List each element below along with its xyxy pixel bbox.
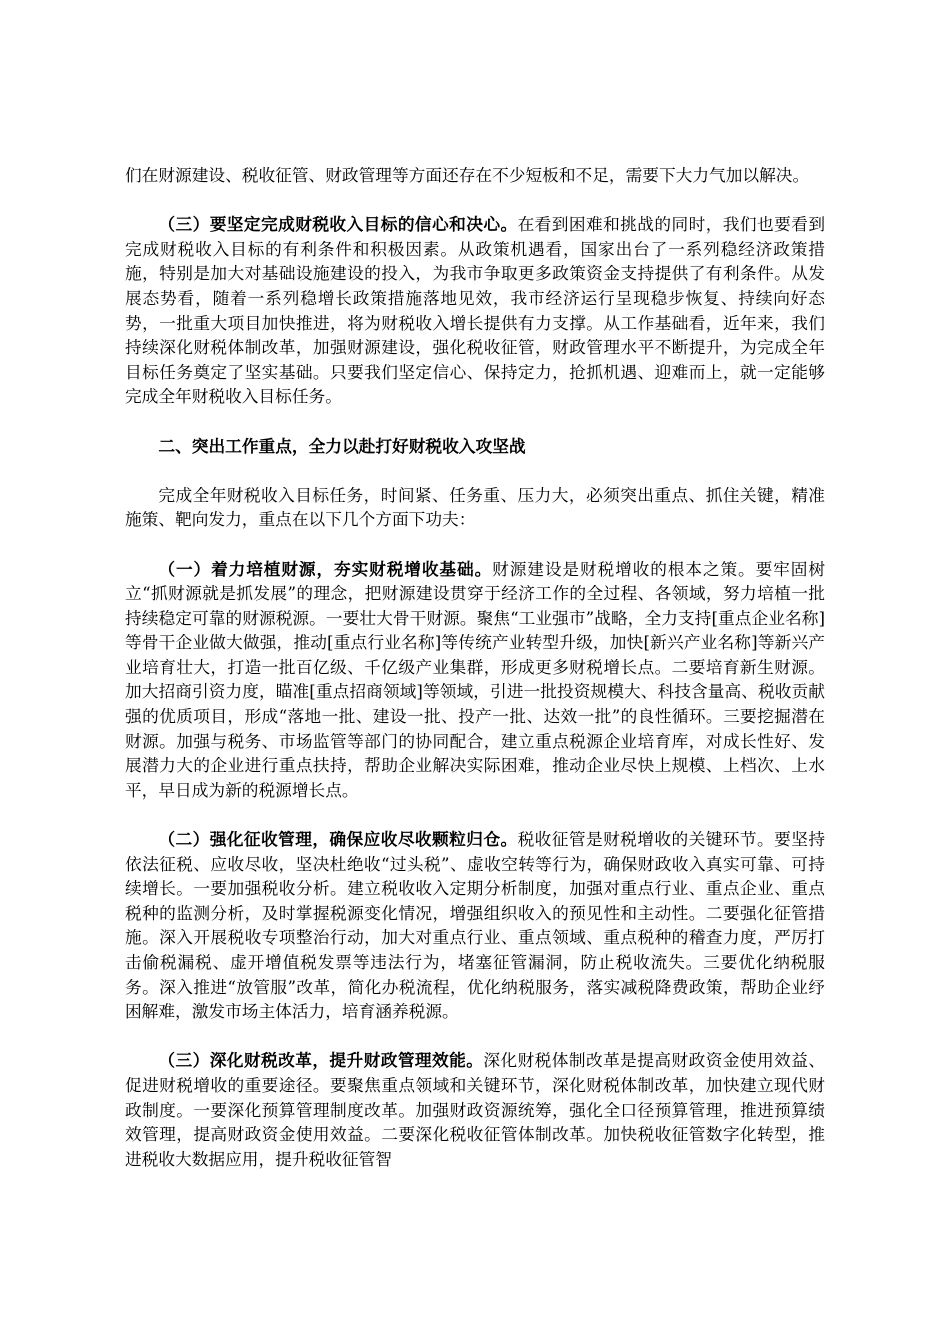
paragraph-lead: （一）着力培植财源，夯实财税增收基础。 — [158, 558, 493, 579]
paragraph-confidence — [125, 212, 825, 409]
section-heading-2 — [125, 434, 825, 459]
paragraph-intro — [125, 483, 825, 532]
paragraph-lead: （三）要坚定完成财税收入目标的信心和决心。 — [158, 214, 518, 235]
paragraph-tax-collection — [125, 827, 825, 1024]
paragraph-fiscal-reform — [125, 1048, 825, 1171]
paragraph-text: 深化财税体制改革是提高财政资金使用效益、促进财税增收的重要途径。要聚焦重点领域和关键环节，深化财税体制改革，加快建立现代财政制度。一要深化预算管理制度改革。加强财政资源统筹，强化全口径预算管理，推进预算绩效管理，提高财政资金使用效益。二要深化税收征管体制改革。加快税收征管数字化转型，推进税收大数据应用，提升税收征管智 — [125, 1050, 826, 1169]
paragraph-text: 完成全年财税收入目标任务，时间紧、任务重、压力大，必须突出重点、抓住关键，精准施策、靶向发力，重点在以下几个方面下功夫： — [125, 484, 825, 530]
paragraph-text: 在看到困难和挑战的同时，我们也要看到完成财税收入目标的有利条件和积极因素。从政策机遇看，国家出台了一系列稳经济政策措施，特别是加大对基础设施建设的投入，为我市争取更多政策资金支持提供了有利条件。从发展态势看，随着一系列稳增长政策措施落地见效，我市经济运行呈现稳步恢复、持续向好态势，一批重大项目加快推进，将为财税收入增长提供有力支撑。从工作基础看，近年来，我们持续深化财税体制改革，加强财源建设，强化税收征管，财政管理水平不断提升，为完成全年目标任务奠定了坚实基础。只要我们坚定信心、保持定力，抢抓机遇、迎难而上，就一定能够完成全年财税收入目标任务。 — [125, 214, 826, 407]
paragraph-lead: （二）强化征收管理，确保应收尽收颗粒归仓。 — [158, 829, 518, 850]
paragraph-revenue-sources — [125, 557, 825, 803]
paragraph-text: 税收征管是财税增收的关键环节。要坚持依法征税、应收尽收，坚决杜绝收“过头税”、虚收空转等行为，确保财政收入真实可靠、可持续增长。一要加强税收分析。建立税收收入定期分析制度，加强对重点行业、重点企业、重点税种的监测分析，及时掌握税源变化情况，增强组织收入的预见性和主动性。二要强化征管措施。深入开展税收专项整治行动，加大对重点行业、重点领域、重点税种的稽查力度，严厉打击偷税漏税、虚开增值税发票等违法行为，堵塞征管漏洞，防止税收流失。三要优化纳税服务。深入推进“放管服”改革，简化办税流程，优化纳税服务，落实减税降费政策，帮助企业纾困解难，激发市场主体活力，培育涵养税源。 — [125, 829, 826, 1022]
document-page — [125, 163, 825, 1196]
paragraph-lead: （三）深化财税改革，提升财政管理效能。 — [158, 1050, 484, 1071]
paragraph-continuation — [125, 163, 825, 188]
paragraph-text: 们在财源建设、税收征管、财政管理等方面还存在不少短板和不足，需要下大力气加以解决。 — [125, 165, 810, 185]
paragraph-text: 财源建设是财税增收的根本之策。要牢固树立“抓财源就是抓发展”的理念，把财源建设贯穿于经济工作的全过程、各领域，努力培植一批持续稳定可靠的财源税源。一要壮大骨干财源。聚焦“工业强市”战略，全力支持[重点企业名称]等骨干企业做大做强，推动[重点行业名称]等传统产业转型升级，加快[新兴产业名称]等新兴产业培育壮大，打造一批百亿级、千亿级产业集群，形成更多财税增长点。二要培育新生财源。加大招商引资力度，瞄准[重点招商领域]等领域，引进一批投资规模大、科技含量高、税收贡献强的优质项目，形成“落地一批、建设一批、投产一批、达效一批”的良性循环。三要挖掘潜在财源。加强与税务、市场监管等部门的协同配合，建立重点税源企业培育库，对成长性好、发展潜力大的企业进行重点扶持，帮助企业解决实际困难，推动企业尽快上规模、上档次、上水平，早日成为新的税源增长点。 — [125, 558, 826, 800]
heading-text: 二、突出工作重点，全力以赴打好财税收入攻坚战 — [158, 435, 526, 456]
